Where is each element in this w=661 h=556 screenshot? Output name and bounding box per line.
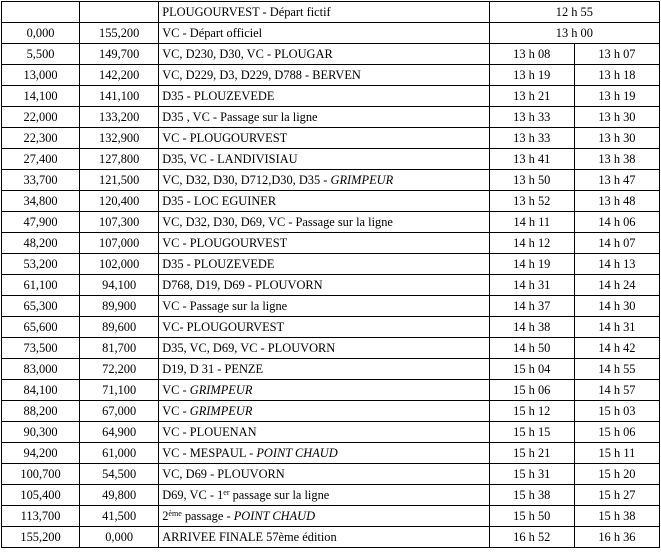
km-done-cell: 155,200 [2, 527, 80, 548]
route-text: 2 [162, 509, 169, 523]
km-left-cell: 41,500 [80, 506, 159, 527]
route-cell [159, 233, 489, 254]
route-text: ARRIVEE FINALE 57ème édition [162, 530, 337, 544]
table-row [2, 233, 660, 254]
km-left-cell: 64,900 [80, 422, 159, 443]
table-row [2, 338, 660, 359]
time-fast-cell: 14 h 11 [489, 212, 574, 233]
table-row [2, 401, 660, 422]
time-fast-cell: 15 h 06 [489, 380, 574, 401]
route-text: VC - MESPAUL - [162, 446, 257, 460]
km-left-cell: 94,100 [80, 275, 159, 296]
time-fast-cell: 14 h 19 [489, 254, 574, 275]
time-slow-cell: 15 h 20 [574, 464, 659, 485]
time-slow-cell: 13 h 18 [574, 65, 659, 86]
route-text: VC- PLOUGOURVEST [162, 320, 285, 334]
route-text: D768, D19, D69 - PLOUVORN [162, 278, 323, 292]
km-left-cell: 132,900 [80, 128, 159, 149]
route-superscript: ème [168, 509, 182, 518]
km-done-cell: 33,700 [2, 170, 80, 191]
table-row [2, 23, 660, 44]
km-done-cell: 65,600 [2, 317, 80, 338]
table-row [2, 65, 660, 86]
route-text: D35 - PLOUZEVEDE [162, 257, 275, 271]
empty-cell [2, 2, 80, 23]
table-row [2, 485, 660, 506]
time-cell: 13 h 00 [489, 23, 659, 44]
table-body [2, 2, 660, 548]
time-fast-cell: 13 h 50 [489, 170, 574, 191]
km-done-cell: 0,000 [2, 23, 80, 44]
table-row [2, 380, 660, 401]
route-cell [159, 107, 489, 128]
route-italic-text: GRIMPEUR [330, 173, 394, 187]
route-cell [159, 527, 489, 548]
time-slow-cell: 13 h 48 [574, 191, 659, 212]
time-slow-cell: 13 h 38 [574, 149, 659, 170]
route-text: passage sur la ligne [229, 488, 330, 502]
time-slow-cell: 14 h 55 [574, 359, 659, 380]
time-fast-cell: 14 h 31 [489, 275, 574, 296]
time-slow-cell: 15 h 11 [574, 443, 659, 464]
route-cell [159, 170, 489, 191]
route-cell [159, 212, 489, 233]
route-text: VC, D69 - PLOUVORN [162, 467, 285, 481]
route-text: VC - PLOUENAN [162, 425, 257, 439]
route-text: VC, D230, D30, VC - PLOUGAR [162, 47, 333, 61]
km-done-cell: 48,200 [2, 233, 80, 254]
time-slow-cell: 14 h 06 [574, 212, 659, 233]
km-left-cell: 107,000 [80, 233, 159, 254]
route-cell [159, 149, 489, 170]
time-fast-cell: 13 h 08 [489, 44, 574, 65]
time-slow-cell: 13 h 47 [574, 170, 659, 191]
route-text: VC - [162, 404, 190, 418]
km-left-cell: 89,600 [80, 317, 159, 338]
route-cell [159, 44, 489, 65]
route-cell [159, 485, 489, 506]
time-fast-cell: 14 h 12 [489, 233, 574, 254]
km-left-cell: 155,200 [80, 23, 159, 44]
route-cell [159, 275, 489, 296]
km-done-cell: 84,100 [2, 380, 80, 401]
table-row [2, 191, 660, 212]
km-left-cell: 89,900 [80, 296, 159, 317]
time-slow-cell: 14 h 57 [574, 380, 659, 401]
route-text: VC - Passage sur la ligne [162, 299, 288, 313]
table-row [2, 254, 660, 275]
km-done-cell: 83,000 [2, 359, 80, 380]
time-fast-cell: 14 h 38 [489, 317, 574, 338]
route-italic-text: GRIMPEUR [189, 383, 253, 397]
time-cell: 12 h 55 [489, 2, 659, 23]
time-slow-cell: 13 h 30 [574, 107, 659, 128]
km-left-cell: 120,400 [80, 191, 159, 212]
km-done-cell: 53,200 [2, 254, 80, 275]
table-row [2, 149, 660, 170]
table-row [2, 275, 660, 296]
time-fast-cell: 15 h 31 [489, 464, 574, 485]
route-text: D69, VC - 1 [162, 488, 224, 502]
km-done-cell: 94,200 [2, 443, 80, 464]
time-fast-cell: 13 h 19 [489, 65, 574, 86]
time-fast-cell: 15 h 12 [489, 401, 574, 422]
km-left-cell: 102,000 [80, 254, 159, 275]
table-row [2, 296, 660, 317]
km-left-cell: 141,100 [80, 86, 159, 107]
km-done-cell: 34,800 [2, 191, 80, 212]
time-slow-cell: 14 h 31 [574, 317, 659, 338]
route-cell [159, 401, 489, 422]
route-text: D35, VC, D69, VC - PLOUVORN [162, 341, 336, 355]
time-fast-cell: 15 h 04 [489, 359, 574, 380]
route-cell [159, 338, 489, 359]
table-row [2, 464, 660, 485]
table-row [2, 86, 660, 107]
table-row [2, 44, 660, 65]
km-done-cell: 88,200 [2, 401, 80, 422]
km-left-cell: 142,200 [80, 65, 159, 86]
km-done-cell: 14,100 [2, 86, 80, 107]
route-cell [159, 128, 489, 149]
time-fast-cell: 13 h 41 [489, 149, 574, 170]
time-fast-cell: 13 h 33 [489, 128, 574, 149]
table-row [2, 422, 660, 443]
table-row [2, 359, 660, 380]
km-done-cell: 100,700 [2, 464, 80, 485]
km-done-cell: 22,000 [2, 107, 80, 128]
route-cell [159, 65, 489, 86]
route-text: VC, D32, D30, D712,D30, D35 - [162, 173, 331, 187]
route-text: D19, D 31 - PENZE [162, 362, 264, 376]
km-left-cell: 149,700 [80, 44, 159, 65]
km-left-cell: 133,200 [80, 107, 159, 128]
km-done-cell: 113,700 [2, 506, 80, 527]
km-left-cell: 121,500 [80, 170, 159, 191]
km-left-cell: 61,000 [80, 443, 159, 464]
time-slow-cell: 14 h 13 [574, 254, 659, 275]
route-cell [159, 464, 489, 485]
time-slow-cell: 13 h 19 [574, 86, 659, 107]
header-row [2, 2, 660, 23]
route-text: D35 , VC - Passage sur la ligne [162, 110, 318, 124]
time-fast-cell: 15 h 50 [489, 506, 574, 527]
km-done-cell: 61,100 [2, 275, 80, 296]
time-slow-cell: 15 h 03 [574, 401, 659, 422]
table-row [2, 170, 660, 191]
km-done-cell: 73,500 [2, 338, 80, 359]
time-fast-cell: 16 h 52 [489, 527, 574, 548]
route-text: D35 - PLOUZEVEDE [162, 89, 275, 103]
route-superscript: er [223, 488, 230, 497]
time-slow-cell: 16 h 36 [574, 527, 659, 548]
empty-cell [80, 2, 159, 23]
table-row [2, 443, 660, 464]
route-italic-text: POINT CHAUD [256, 446, 338, 460]
route-cell [159, 443, 489, 464]
table-row [2, 317, 660, 338]
route-cell [159, 422, 489, 443]
route-cell: PLOUGOURVEST - Départ fictif [159, 2, 489, 23]
route-cell [159, 317, 489, 338]
table-row [2, 527, 660, 548]
time-slow-cell: 14 h 30 [574, 296, 659, 317]
route-text: VC - Départ officiel [162, 26, 263, 40]
time-slow-cell: 14 h 42 [574, 338, 659, 359]
table-row [2, 212, 660, 233]
route-cell [159, 86, 489, 107]
route-text: VC - PLOUGOURVEST [162, 131, 288, 145]
time-fast-cell: 13 h 33 [489, 107, 574, 128]
route-cell [159, 296, 489, 317]
time-fast-cell: 15 h 15 [489, 422, 574, 443]
time-slow-cell: 13 h 30 [574, 128, 659, 149]
time-slow-cell: 15 h 38 [574, 506, 659, 527]
time-slow-cell: 14 h 07 [574, 233, 659, 254]
route-text: D35, VC - LANDIVISIAU [162, 152, 298, 166]
race-schedule-table [1, 1, 660, 548]
route-italic-text: GRIMPEUR [189, 404, 253, 418]
km-left-cell: 54,500 [80, 464, 159, 485]
route-cell [159, 254, 489, 275]
table-row [2, 107, 660, 128]
km-done-cell: 90,300 [2, 422, 80, 443]
km-done-cell: 65,300 [2, 296, 80, 317]
route-text: VC, D32, D30, D69, VC - Passage sur la ligne [162, 215, 393, 229]
km-left-cell: 0,000 [80, 527, 159, 548]
route-cell [159, 506, 489, 527]
km-done-cell: 5,500 [2, 44, 80, 65]
time-fast-cell: 15 h 38 [489, 485, 574, 506]
time-fast-cell: 13 h 21 [489, 86, 574, 107]
km-done-cell: 105,400 [2, 485, 80, 506]
time-slow-cell: 15 h 06 [574, 422, 659, 443]
route-text: VC - [162, 383, 190, 397]
km-left-cell: 67,000 [80, 401, 159, 422]
table-row [2, 506, 660, 527]
route-cell [159, 191, 489, 212]
km-done-cell: 13,000 [2, 65, 80, 86]
route-text: D35 - LOC EGUINER [162, 194, 277, 208]
time-slow-cell: 15 h 27 [574, 485, 659, 506]
table-row [2, 128, 660, 149]
km-left-cell: 49,800 [80, 485, 159, 506]
route-text: VC, D229, D3, D229, D788 - BERVEN [162, 68, 361, 82]
time-fast-cell: 13 h 52 [489, 191, 574, 212]
km-left-cell: 81,700 [80, 338, 159, 359]
time-fast-cell: 15 h 21 [489, 443, 574, 464]
km-done-cell: 22,300 [2, 128, 80, 149]
km-left-cell: 72,200 [80, 359, 159, 380]
time-fast-cell: 14 h 50 [489, 338, 574, 359]
route-italic-text: POINT CHAUD [233, 509, 316, 523]
time-slow-cell: 14 h 24 [574, 275, 659, 296]
km-left-cell: 127,800 [80, 149, 159, 170]
time-slow-cell: 13 h 07 [574, 44, 659, 65]
time-fast-cell: 14 h 37 [489, 296, 574, 317]
route-text: VC - PLOUGOURVEST [162, 236, 288, 250]
route-cell [159, 359, 489, 380]
route-text: passage - [181, 509, 234, 523]
route-cell [159, 380, 489, 401]
km-done-cell: 27,400 [2, 149, 80, 170]
km-left-cell: 71,100 [80, 380, 159, 401]
route-cell [159, 23, 489, 44]
km-done-cell: 47,900 [2, 212, 80, 233]
km-left-cell: 107,300 [80, 212, 159, 233]
